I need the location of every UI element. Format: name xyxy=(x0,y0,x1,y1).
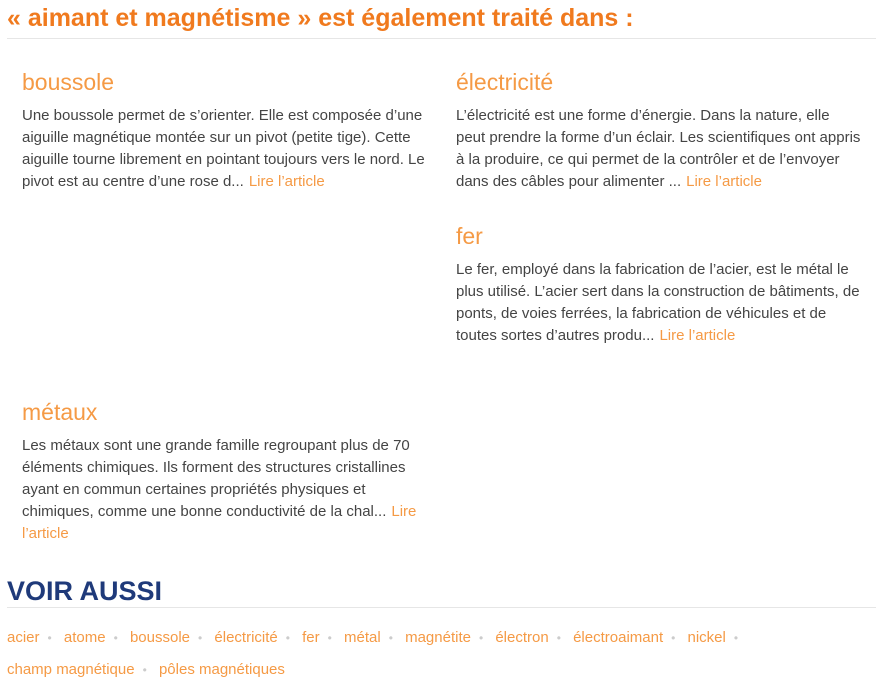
see-also-tag-list xyxy=(7,622,837,686)
see-also-tag[interactable]: nickel xyxy=(687,629,726,646)
article-excerpt-text: L’électricité est une forme d’énergie. Dans la nature, elle peut prendre la forme d’un éclair. Les scientifiques ont appris à la produire, ce qui permet de la contrôler et de l’envoyer dans des câbles pour alimenter ... xyxy=(456,107,861,190)
article-title[interactable]: électricité xyxy=(456,69,554,95)
read-more-link[interactable]: Lire l’article xyxy=(659,327,736,344)
tag-separator: • xyxy=(388,631,393,645)
see-also-tag[interactable]: électroaimant xyxy=(573,629,664,646)
see-also-tag[interactable]: électricité xyxy=(214,629,278,646)
divider xyxy=(7,38,876,39)
see-also-tag[interactable]: pôles magnétiques xyxy=(158,661,285,678)
tag-separator: • xyxy=(556,631,561,645)
article-card-fer xyxy=(456,222,861,347)
section-title: « aimant et magnétisme » est également traité dans : xyxy=(7,4,634,32)
article-card-boussole xyxy=(22,68,427,193)
tag-separator: • xyxy=(142,663,147,677)
article-title[interactable]: métaux xyxy=(22,399,98,425)
read-more-link[interactable]: Lire l’article xyxy=(22,503,417,542)
see-also-tag[interactable]: champ magnétique xyxy=(7,661,135,678)
article-title[interactable]: boussole xyxy=(22,69,115,95)
see-also-tag[interactable]: électron xyxy=(495,629,549,646)
article-excerpt-text: Le fer, employé dans la fabrication de l’acier, est le métal le plus utilisé. L’acier sert dans la construction de bâtiments, de ponts, de voies ferrées, la fabrication de véhicules et de toutes sortes d’autres produ... xyxy=(456,261,860,344)
see-also-tag[interactable]: boussole xyxy=(129,629,191,646)
article-excerpt xyxy=(22,435,427,545)
article-card-metaux xyxy=(22,398,427,545)
article-excerpt xyxy=(456,259,861,347)
see-also-title: VOIR AUSSI xyxy=(7,576,163,606)
see-also-tag[interactable]: atome xyxy=(63,629,106,646)
read-more-link[interactable]: Lire l’article xyxy=(686,173,762,190)
tag-separator: • xyxy=(478,631,484,645)
tag-separator: • xyxy=(285,631,290,645)
tag-separator: • xyxy=(47,631,52,645)
tag-separator: • xyxy=(327,631,332,645)
article-excerpt xyxy=(456,105,861,193)
tag-separator: • xyxy=(198,631,203,645)
tag-separator: • xyxy=(671,631,676,645)
see-also-tag[interactable]: magnétite xyxy=(405,629,471,646)
article-card-electricite xyxy=(456,68,861,193)
read-more-link[interactable]: Lire l’article xyxy=(248,173,325,190)
see-also-tag[interactable]: métal xyxy=(344,629,381,646)
article-excerpt xyxy=(22,105,427,193)
see-also-tag[interactable]: acier xyxy=(7,629,40,646)
article-excerpt-text: Une boussole permet de s’orienter. Elle est composée d’une aiguille magnétique montée sur un pivot (petite tige). Cette aiguille tourne librement en pointant toujours vers le nord. Le pivot est au centre d’une rose d... xyxy=(22,107,425,190)
tag-separator: • xyxy=(113,631,118,645)
divider xyxy=(7,607,876,608)
article-title[interactable]: fer xyxy=(456,223,483,249)
article-excerpt-text: Les métaux sont une grande famille regroupant plus de 70 éléments chimiques. Ils forment des structures cristallines ayant en commun certaines propriétés physiques et chimiques, comme une bonne conductivité de la chal... xyxy=(22,437,410,520)
see-also-tag[interactable]: fer xyxy=(302,629,320,646)
tag-separator: • xyxy=(733,631,739,645)
